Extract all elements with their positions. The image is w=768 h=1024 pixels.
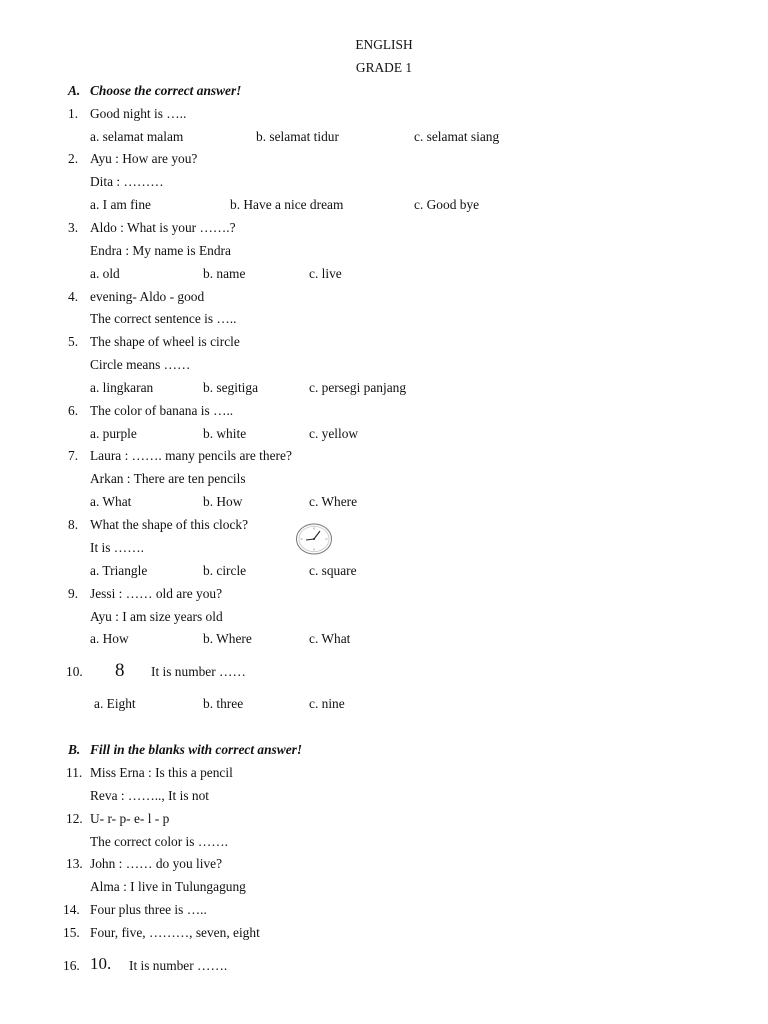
option-a: a. old — [90, 266, 120, 281]
number-figure: 10. — [90, 954, 112, 973]
option-c: c. square — [309, 563, 357, 578]
option-b: b. Where — [203, 631, 252, 646]
question-text: The correct color is ……. — [90, 834, 228, 849]
question-text: Good night is ….. — [90, 106, 187, 121]
option-c: c. selamat siang — [414, 129, 500, 144]
question-text: The shape of wheel is circle — [90, 334, 240, 349]
section-b-title: Fill in the blanks with correct answer! — [90, 742, 303, 757]
question-text: Laura : ……. many pencils are there? — [90, 448, 292, 463]
option-b: b. Have a nice dream — [230, 197, 344, 212]
option-b: b. segitiga — [203, 380, 259, 395]
option-a: a. How — [90, 631, 129, 646]
question-number: 16. — [63, 958, 80, 973]
option-b: b. selamat tidur — [256, 129, 339, 144]
option-a: a. lingkaran — [90, 380, 154, 395]
option-c: c. persegi panjang — [309, 380, 407, 395]
question-text: Ayu : How are you? — [90, 151, 198, 166]
question-text: Alma : I live in Tulungagung — [90, 879, 246, 894]
question-text: The correct sentence is ….. — [90, 311, 237, 326]
option-c: c. What — [309, 631, 351, 646]
option-b: b. circle — [203, 563, 247, 578]
section-a-title: Choose the correct answer! — [90, 83, 242, 98]
option-c: c. Good bye — [414, 197, 480, 212]
question-text: Four plus three is ….. — [90, 902, 207, 917]
option-c: c. nine — [309, 696, 345, 711]
option-c: c. yellow — [309, 426, 359, 441]
question-number: 1. — [68, 106, 79, 121]
option-c: c. live — [309, 266, 342, 281]
question-text: It is number …… — [151, 664, 246, 679]
option-b: b. How — [203, 494, 243, 509]
question-number: 7. — [68, 448, 79, 463]
question-text: It is number ……. — [129, 958, 228, 973]
question-number: 11. — [66, 765, 83, 780]
question-text: Ayu : I am size years old — [90, 609, 223, 624]
option-a: a. Eight — [94, 696, 136, 711]
option-a: a. selamat malam — [90, 129, 184, 144]
question-number: 10. — [66, 664, 83, 679]
question-text: Four, five, ………, seven, eight — [90, 925, 260, 940]
option-a: a. I am fine — [90, 197, 151, 212]
grade-title: GRADE 1 — [355, 60, 413, 75]
question-text: Jessi : …… old are you? — [90, 586, 223, 601]
question-text: evening- Aldo - good — [90, 289, 205, 304]
option-a: a. What — [90, 494, 132, 509]
question-number: 14. — [63, 902, 80, 917]
question-number: 4. — [68, 289, 79, 304]
question-number: 5. — [68, 334, 79, 349]
question-number: 6. — [68, 403, 79, 418]
question-text: Endra : My name is Endra — [90, 243, 231, 258]
option-b: b. name — [203, 266, 246, 281]
question-text: What the shape of this clock? — [90, 517, 249, 532]
subject-title: ENGLISH — [355, 37, 413, 52]
question-number: 3. — [68, 220, 79, 235]
option-a: a. Triangle — [90, 563, 148, 578]
option-b: b. three — [203, 696, 244, 711]
option-b: b. white — [203, 426, 247, 441]
question-text: It is ……. — [90, 540, 144, 555]
section-b-letter: B. — [68, 742, 81, 757]
option-c: c. Where — [309, 494, 358, 509]
question-text: Circle means …… — [90, 357, 191, 372]
question-number: 8. — [68, 517, 79, 532]
number-figure: 8 — [115, 660, 125, 681]
question-number: 13. — [66, 856, 83, 871]
question-number: 2. — [68, 151, 79, 166]
question-number: 15. — [63, 925, 80, 940]
question-text: The color of banana is ….. — [90, 403, 234, 418]
question-text: Reva : …….., It is not — [90, 788, 210, 803]
question-text: U- r- p- e- l - p — [90, 811, 170, 826]
question-number: 9. — [68, 586, 79, 601]
question-text: Aldo : What is your …….? — [90, 220, 236, 235]
question-text: John : …… do you live? — [90, 856, 223, 871]
question-text: Dita : ……… — [90, 174, 164, 189]
question-text: Miss Erna : Is this a pencil — [90, 765, 233, 780]
clock-icon — [295, 522, 333, 556]
section-a-letter: A. — [68, 83, 81, 98]
question-number: 12. — [66, 811, 83, 826]
question-text: Arkan : There are ten pencils — [90, 471, 246, 486]
option-a: a. purple — [90, 426, 137, 441]
